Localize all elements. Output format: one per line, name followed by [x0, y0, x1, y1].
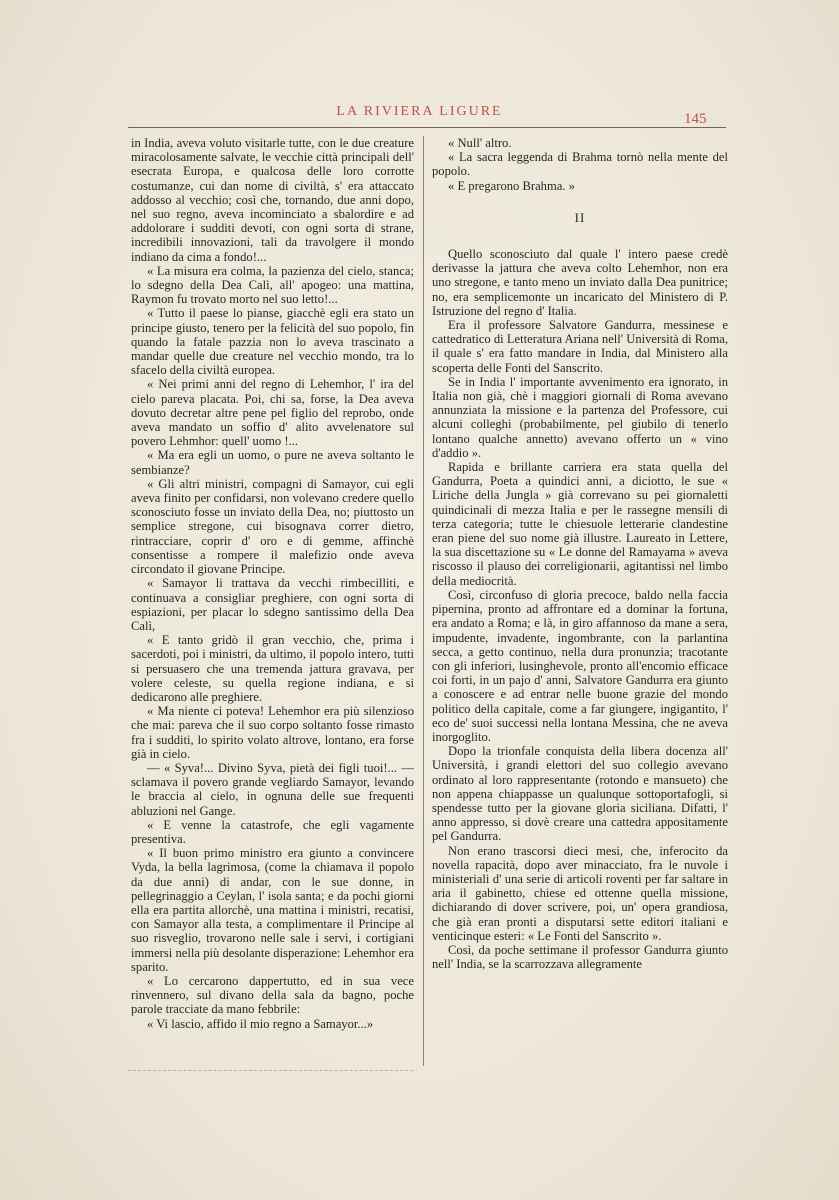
running-title: LA RIVIERA LIGURE	[336, 104, 503, 119]
column-divider	[423, 136, 424, 1066]
paragraph: — « Syva!... Divino Syva, pietà dei figli tuoi!... — sclamava il povero grande vegliardo Samayor, levando le braccia al cielo, in ognuna delle sue frequenti abluzioni nel Gange.	[131, 760, 414, 818]
left-column	[131, 136, 414, 1031]
paragraph: « E tanto gridò il gran vecchio, che, prima i sacerdoti, poi i ministri, da ultimo, il popolo intero, tutti si persuasero che una tremenda jattura gravava, per volere celeste, su quella regione indiana, e si dedicarono alle preghiere.	[131, 633, 414, 704]
paragraph: Era il professore Salvatore Gandurra, messinese e cattedratico di Letteratura Ariana nell' Università di Roma, il quale s' era fatto mandare in India, dal Ministero alla scoperta delle Fonti del Sanscrito.	[432, 318, 729, 375]
header-rule	[128, 127, 726, 128]
paragraph: Se in India l' importante avvenimento era ignorato, in Italia non già, chè i maggiori giornali di Roma avevano annunziata la missione e la partenza del Professore, cui alcuni colleghi (probabilmente, pel giubilo di tenerlo lontano qualche annetto) avevano offerto un « vino d'addio ».	[432, 374, 728, 460]
paragraph: Quello sconosciuto dal quale l' intero paese credè derivasse la jattura che aveva colto Lehemhor, non era uno stregone, e tanto meno un inviato dalla Dea punitrice; no, era semplicemonte un incaricato del Ministero di P. Istruzione del regno d' Italia.	[432, 247, 728, 318]
paragraph: « Ma niente ci poteva! Lehemhor era più silenzioso che mai: pareva che il suo corpo soltanto fosse rimasto fra i sudditi, lo spirito volato altrove, lontano, era forse già in cielo.	[131, 704, 414, 761]
paragraph: in India, aveva voluto visitarle tutte, con le due creature miracolosamente salvate, le vecchie città principali dell' esecrata Europa, e qualcosa delle loro corrotte costumanze, cui dan nome di civiltà, s' era attaccato addosso al vecchio; così che, tornando, due anni dopo, nel suo regno, aveva incominciato a sbalordire e ad addolorare i sudditi devoti, con ogni sorta di strane, incredibili innovazioni, tali da travolgere il mondo indiano da cima a fondo!...	[131, 136, 414, 264]
paragraph: « Gli altri ministri, compagni di Samayor, cui egli aveva finito per confidarsi, non volevano credere quello sconosciuto fosse un inviato della Dea, no; piuttosto un semplice stregone, cui bisognava correr dietro, rintracciare, coprir d' oro e di gemme, affinchè consentisse a rompere il malefizio onde aveva circondato il giovane Principe.	[131, 476, 414, 577]
paragraph: Così, da poche settimane il professor Gandurra giunto nell' India, se la scarrozzava allegramente	[432, 942, 728, 972]
paragraph: « E venne la catastrofe, che egli vagamente presentiva.	[131, 817, 414, 846]
paragraph: « Lo cercarono dappertutto, ed in sua vece rinvennero, sul divano della sala da bagno, poche parole tracciate da mano febbrile:	[131, 973, 414, 1017]
right-column	[432, 136, 728, 971]
bottom-rule	[128, 1070, 413, 1071]
paragraph: « Vi lascio, affido il mio regno a Samayor...»	[147, 1016, 374, 1031]
paragraph: « Il buon primo ministro era giunto a convincere Vyda, la bella lagrimosa, (come la chiamava il popolo da due anni) di andar, con le sue donne, in pellegrinaggio a Ceylan, l' isola santa; e da pochi giorni ella era partita allorchè, una mattina i ministri, recatisi, con Samayor alla testa, a complimentare il Principe al suo risveglio, trovarono nelle sale i servi, i cortigiani immersi nella più desolante disperazione: Lehemhor era sparito.	[131, 846, 414, 974]
section-heading: II	[574, 209, 586, 225]
paragraph: « Nei primi anni del regno di Lehemhor, l' ira del cielo pareva placata. Poi, chi sa, forse, la Dea aveva dovuto decretar altre pene pel figlio del reprobo, onde aveva mandato un soffio d' alito avvelenatore sul povero Lehmhor: quell' uomo !...	[131, 377, 414, 449]
paragraph: Non erano trascorsi dieci mesi, che, inferocito da novella rapacità, dopo aver minacciato, fra le nuvole i ministeriali d' una serie di articoli roventi per far saltare in aria il gabinetto, chiese ed ottenne quella missione, dichiarando di dover scrivere, poi, un' opera grandiosa, che già eran pronti a disputarsi sette editori italiani e venticinque esteri: « Le Fonti del Sanscrito ».	[432, 843, 728, 943]
paragraph: « La sacra leggenda di Brahma tornò nella mente del popolo.	[432, 150, 728, 179]
paragraph: Rapida e brillante carriera era stata quella del Gandurra, Poeta a quindici anni, a diciotto, le sue « Liriche della Jungla » già correvano su pei giornaletti quindicinali di mezza Italia e per le rassegne mensili di terza categoria; tutte le chiesuole letterarie clandestine eran piene del suo nome già illustre. Laureato in Lettere, la sua discettazione su « Le donne del Ramayama » aveva riscosso il plauso dei correligionarii, agitantissi nel limbo della mediocrità.	[432, 460, 728, 588]
paragraph: « Null' altro.	[448, 136, 512, 150]
paragraph: « Samayor li trattava da vecchi rimbecilliti, e continuava a consigliar preghiere, con ogni sorta di espiazioni, per placar lo sdegno santissimo della Dea Calì,	[131, 576, 414, 633]
paragraph: Così, circonfuso di gloria precoce, baldo nella faccia pipernina, pronto ad affrontare ed a dominar la fortuna, era andato a Roma; e là, in giro affannoso da mane a sera, impudente, invadente, ingombrante, con la parlantina secca, a getto continuo, nella dura pronunzia; tracotante con gli inferiori, lusinghevole, pronto all'encomio efficace coi forti, in un pajo d' anni, Salvatore Gandurra era giunto a conoscere e ad entrar nelle buone grazie del mondo politico della capitale, come a far giungere, ingigantito, l' eco de' suoi successi nella lontana Messina, che ne aveva inorgoglito.	[432, 587, 728, 744]
paragraph: Dopo la trionfale conquista della libera docenza all' Università, i grandi elettori del suo collegio avevano ordinato al loro rappresentante (rotondo e mansueto) che non appena chiappasse un qualunque sottoportafogli, si spendesse tutto per la giovane gloria siciliana. Difatti, l' anno appresso, si dovè creare una cattedra appositamente pel Gandurra.	[432, 744, 728, 844]
paragraph: « Tutto il paese lo pianse, giacchè egli era stato un principe giusto, tenero per la felicità del suo popolo, fin quando la fatale pazzia non lo aveva trascinato a mandar quelle due creature nel vecchio mondo, tra lo sfacelo della civiltà europea.	[131, 306, 414, 378]
page-number: 145	[684, 111, 707, 127]
paragraph: « Ma era egli un uomo, o pure ne aveva soltanto le sembianze?	[131, 448, 414, 477]
paragraph: « E pregarono Brahma. »	[448, 178, 575, 193]
paragraph: « La misura era colma, la pazienza del cielo, stanca; lo sdegno della Dea Calì, all' apogeo: una mattina, Raymon fu trovato morto nel suo letto!...	[131, 263, 414, 307]
